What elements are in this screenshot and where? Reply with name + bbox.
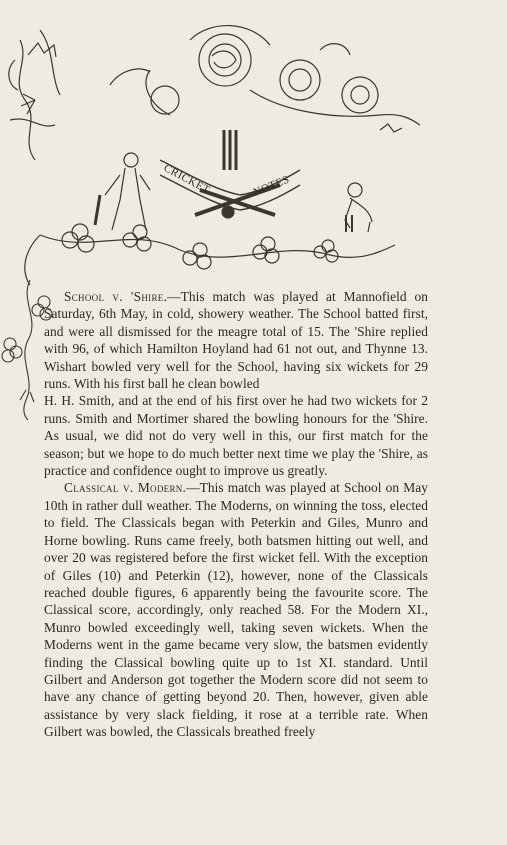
- paragraph-classical-v-modern: [44, 479, 428, 740]
- article-body: [44, 288, 428, 741]
- heading-classical-v-modern: Classical v. Modern.: [64, 480, 187, 496]
- cricket-header-illustration: [0, 0, 507, 300]
- banner-right-text: NOTES: [251, 173, 292, 199]
- paragraph-1-rest: H. H. Smith, and at the end of his first over he had two wickets for 2 runs. Smith and Mortimer shared the bowling honours for the 'Shire. As usual, we did not do very well in this, our first match for the season; but we hope to do much better next time we play the 'Shire, as practice and confidence ought to improve us greatly.: [44, 393, 428, 479]
- paragraph-school-v-shire: [44, 288, 428, 392]
- paragraph-2-body: —This match was played at School on May 10th in rather dull weather. The Moderns, on winning the toss, elected to field. The Classicals began with Peterkin and Giles, Munro and Horne bowling. Runs came freely, both batsmen hitting out well, and over 20 was registered before the first wicket fell. With the exception of Giles (10) and Peterkin (12), however, none of the Classicals reached double figures, 6 apparently being the favourite score. The Classical score, accordingly, only reached 58. For the Modern XI., Munro bowled exceedingly well, taking seven wickets. When the Moderns went in the game became very slow, the batsmen evidently finding the Classical bowling quite up to 1st XI. standard. Until Gilbert and Anderson got together the Modern score did not seem to have any chance of getting beyond 20. Then, however, given able assistance by very slack fielding, it rose at a terrible rate. When Gilbert was bowled, the Classicals breathed freely: [44, 480, 428, 740]
- paragraph-1-intro: —This match was played at Mannofield on Saturday, 6th May, in cold, showery weather. The School batted first, and were all dismissed for the meagre total of 15. The 'Shire replied with 96, of which Hamilton Hoyland had 61 not out, and Thynne 13. Wishart bowled very well for the School, having six wickets for 29 runs. With his first ball he clean bowled: [44, 289, 429, 392]
- banner-left-text: CRICKET: [161, 162, 212, 197]
- heading-school-v-shire: School v. 'Shire.: [64, 289, 168, 304]
